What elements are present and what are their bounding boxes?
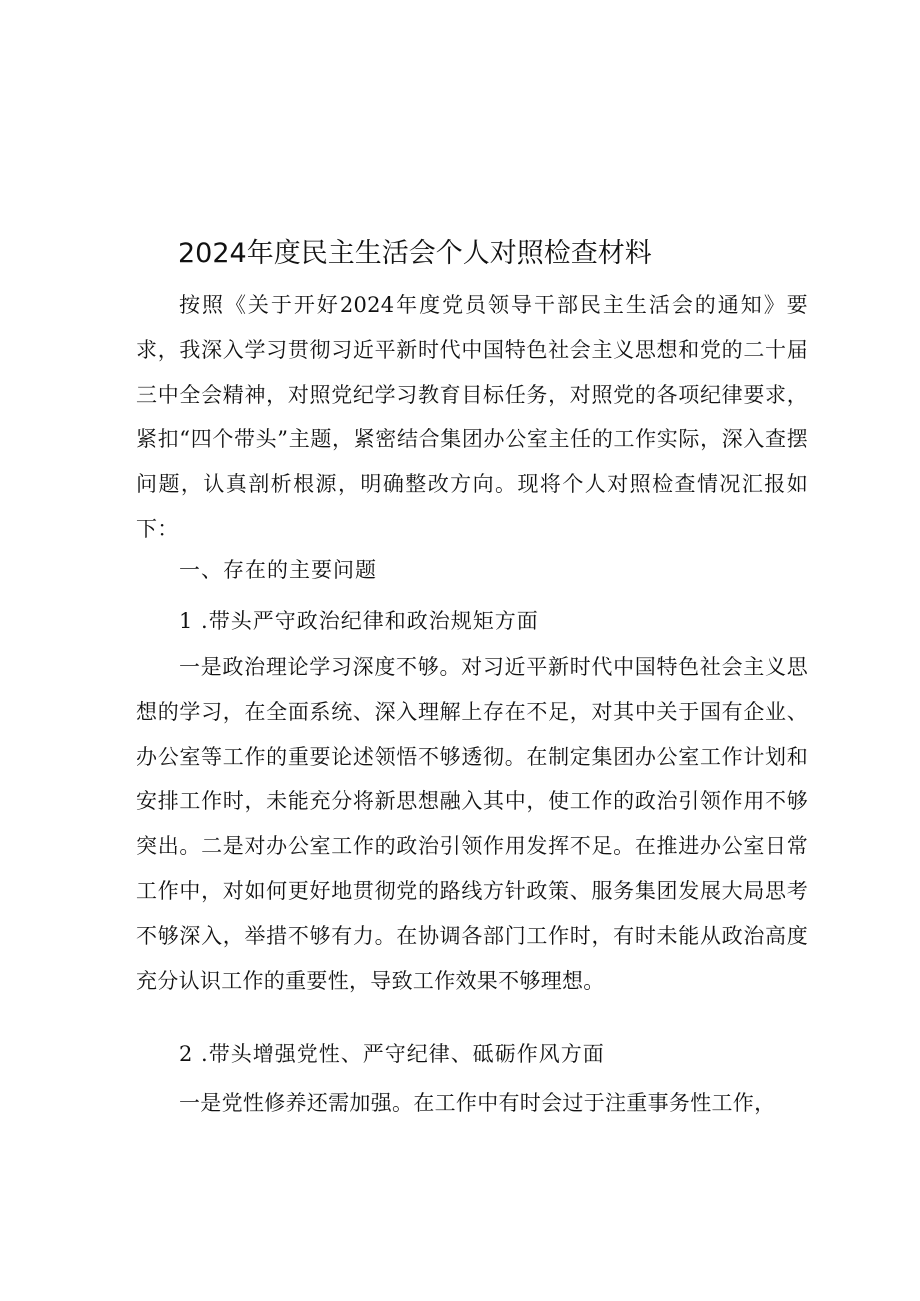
item-2-heading: 2 .带头增强党性、严守纪律、砥砺作风方面 <box>179 1042 605 1066</box>
document-title: 2024年度民主生活会个人对照检查材料 <box>178 238 652 269</box>
intro-paragraph: 按照《关于开好2024年度党员领导干部民主生活会的通知》要求，我深入学习贯彻习近平新时代中国特色社会主义思想和党的二十届三中全会精神，对照党纪学习教育目标任务，对照党的各项纪律要求，紧扣“四个带头”主题，紧密结合集团办公室主任的工作实际，深入查摆问题，认真剖析根源，明确整改方向。现将个人对照检查情况汇报如下： <box>136 293 808 541</box>
item-1-heading: 1 .带头严守政治纪律和政治规矩方面 <box>179 609 539 633</box>
item-1-paragraph: 一是政治理论学习深度不够。对习近平新时代中国特色社会主义思想的学习，在全面系统、深入理解上存在不足，对其中关于国有企业、办公室等工作的重要论述领悟不够透彻。在制定集团办公室工作计划和安排工作时，未能充分将新思想融入其中，使工作的政治引领作用不够突出。二是对办公室工作的政治引领作用发挥不足。在推进办公室日常工作中，对如何更好地贯彻党的路线方针政策、服务集团发展大局思考不够深入，举措不够有力。在协调各部门工作时，有时未能从政治高度充分认识工作的重要性，导致工作效果不够理想。 <box>136 655 808 993</box>
item-2-paragraph: 一是党性修养还需加强。在工作中有时会过于注重事务性工作， <box>179 1091 776 1115</box>
section-heading-problems: 一、存在的主要问题 <box>179 558 377 582</box>
